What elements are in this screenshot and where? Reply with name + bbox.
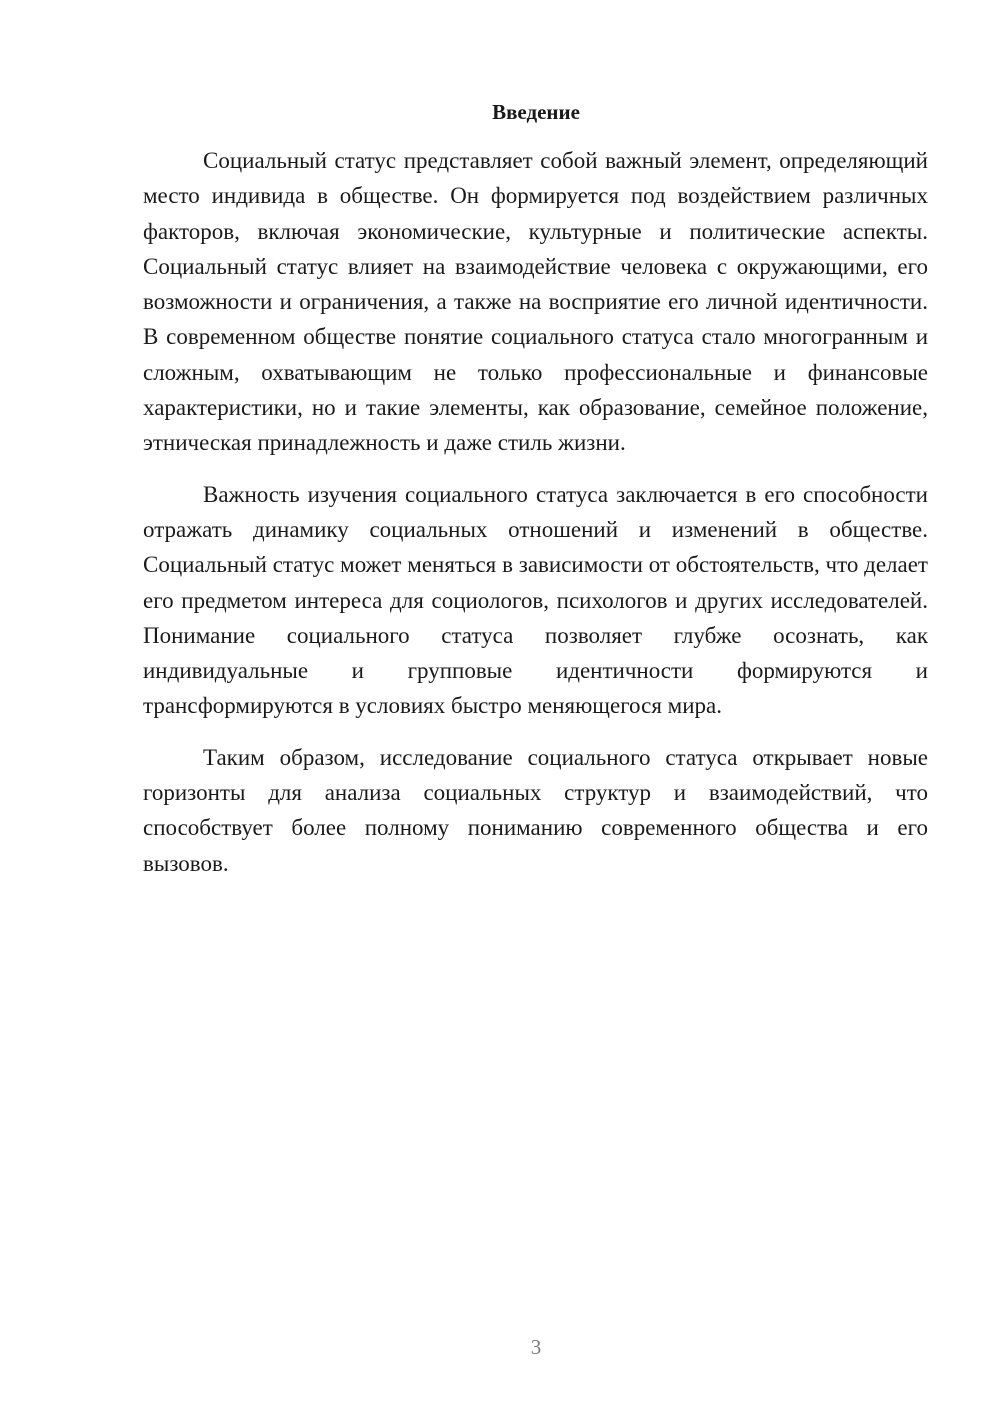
paragraph-3: Таким образом, исследование социального статуса открывает новые горизонты для анализа социальных структур и взаимодействий, что способствует более полному пониманию современного общества и его вызовов. <box>143 744 928 876</box>
paragraph-1: Социальный статус представляет собой важный элемент, определяющий место индивида в обществе. Он формируется под воздействием различных факторов, включая экономические, культурные и политические аспекты. Социальный статус влияет на взаимодействие человека с окружающими, его возможности и ограничения, а также на восприятие его личной идентичности. В современном обществе понятие социального статуса стало многогранным и сложным, охватывающим не только профессиональные и финансовые характеристики, но и такие элементы, как образование, семейное положение, этническая принадлежность и даже стиль жизни. <box>143 148 928 456</box>
paragraph-2: Важность изучения социального статуса заключается в его способности отражать динамику социальных отношений и изменений в обществе. Социальный статус может меняться в зависимости от обстоятельств, что делает его предметом интереса для социологов, психологов и других исследователей. Понимание социального статуса позволяет глубже осознать, как индивидуальные и групповые идентичности формируются и трансформируются в условиях быстро меняющегося мира. <box>143 481 928 719</box>
body-text <box>143 143 928 881</box>
page-number: 3 <box>530 1335 542 1359</box>
section-heading: Введение <box>492 100 580 124</box>
